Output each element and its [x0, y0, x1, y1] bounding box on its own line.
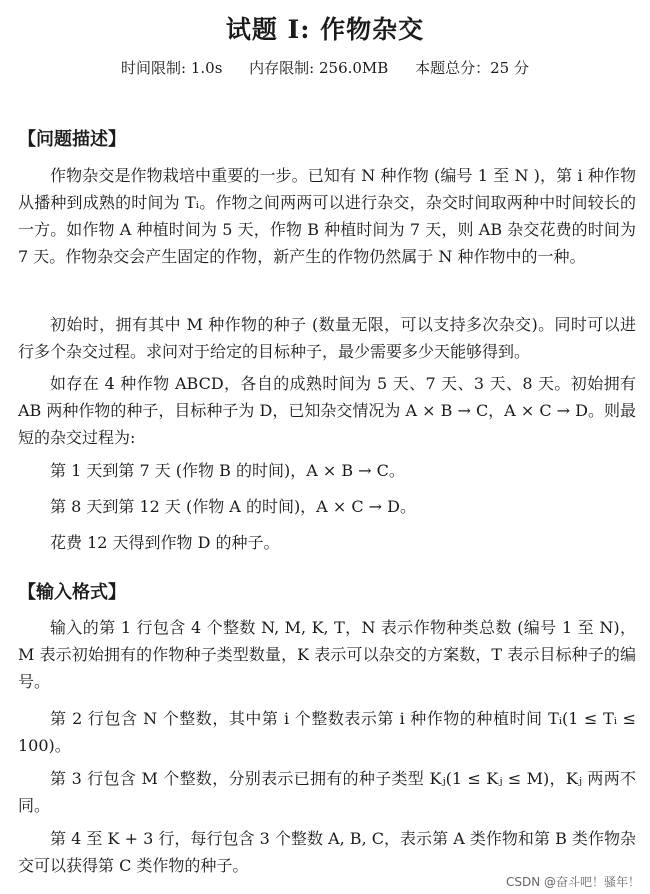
problem-paragraph: 第 1 天到第 7 天 (作物 B 的时间)，A × B → C。: [50, 461, 405, 480]
watermark: CSDN @奋斗吧！骚年！: [505, 875, 640, 889]
total-score: 本题总分：25 分: [415, 59, 529, 77]
problem-paragraph: 花费 12 天得到作物 D 的种子。: [50, 533, 280, 552]
limits-line: [0, 57, 650, 78]
time-limit: 时间限制: 1.0s: [121, 59, 223, 77]
input-paragraph: 第 2 行包含 N 个整数，其中第 i 个整数表示第 i 种作物的种植时间 Tᵢ(1 ≤ Tᵢ ≤ 100)。: [18, 709, 636, 755]
input-paragraph: 第 3 行包含 M 个整数，分别表示已拥有的种子类型 Kⱼ(1 ≤ Kⱼ ≤ M)，Kⱼ 两两不同。: [18, 769, 636, 815]
input-paragraph: 第 4 至 K + 3 行，每行包含 3 个整数 A, B, C，表示第 A 类作物和第 B 类作物杂交可以获得第 C 类作物的种子。: [18, 829, 636, 875]
input-format-heading: 【输入格式】: [18, 582, 126, 603]
problem-paragraph: 初始时，拥有其中 M 种作物的种子 (数量无限，可以支持多次杂交)。同时可以进行多个杂交过程。求问对于给定的目标种子，最少需要多少天能够得到。: [18, 315, 636, 361]
input-paragraph: 输入的第 1 行包含 4 个整数 N, M, K, T，N 表示作物种类总数 (编号 1 至 N)，M 表示初始拥有的作物种子类型数量，K 表示可以杂交的方案数，T 表示目标种子的编号。: [18, 618, 636, 691]
memory-limit: 内存限制: 256.0MB: [249, 59, 389, 77]
problem-paragraph: 如存在 4 种作物 ABCD，各自的成熟时间为 5 天、7 天、3 天、8 天。初始拥有 AB 两种作物的种子，目标种子为 D，已知杂交情况为 A × B → C，A × C → D。则最短的杂交过程为:: [18, 374, 636, 447]
problem-description-heading: 【问题描述】: [18, 129, 126, 150]
problem-paragraph: 作物杂交是作物栽培中重要的一步。已知有 N 种作物 (编号 1 至 N )，第 i 种作物从播种到成熟的时间为 Tᵢ。作物之间两两可以进行杂交，杂交时间取两种中时间较长的一方。如作物 A 种植时间为 5 天，作物 B 种植时间为 7 天，则 AB 杂交花费的时间为 7 天。作物杂交会产生固定的作物，新产生的作物仍然属于 N 种作物中的一种。: [18, 166, 636, 266]
problem-paragraph: 第 8 天到第 12 天 (作物 A 的时间)，A × C → D。: [50, 497, 416, 516]
problem-title: 试题 I: 作物杂交: [225, 15, 425, 44]
